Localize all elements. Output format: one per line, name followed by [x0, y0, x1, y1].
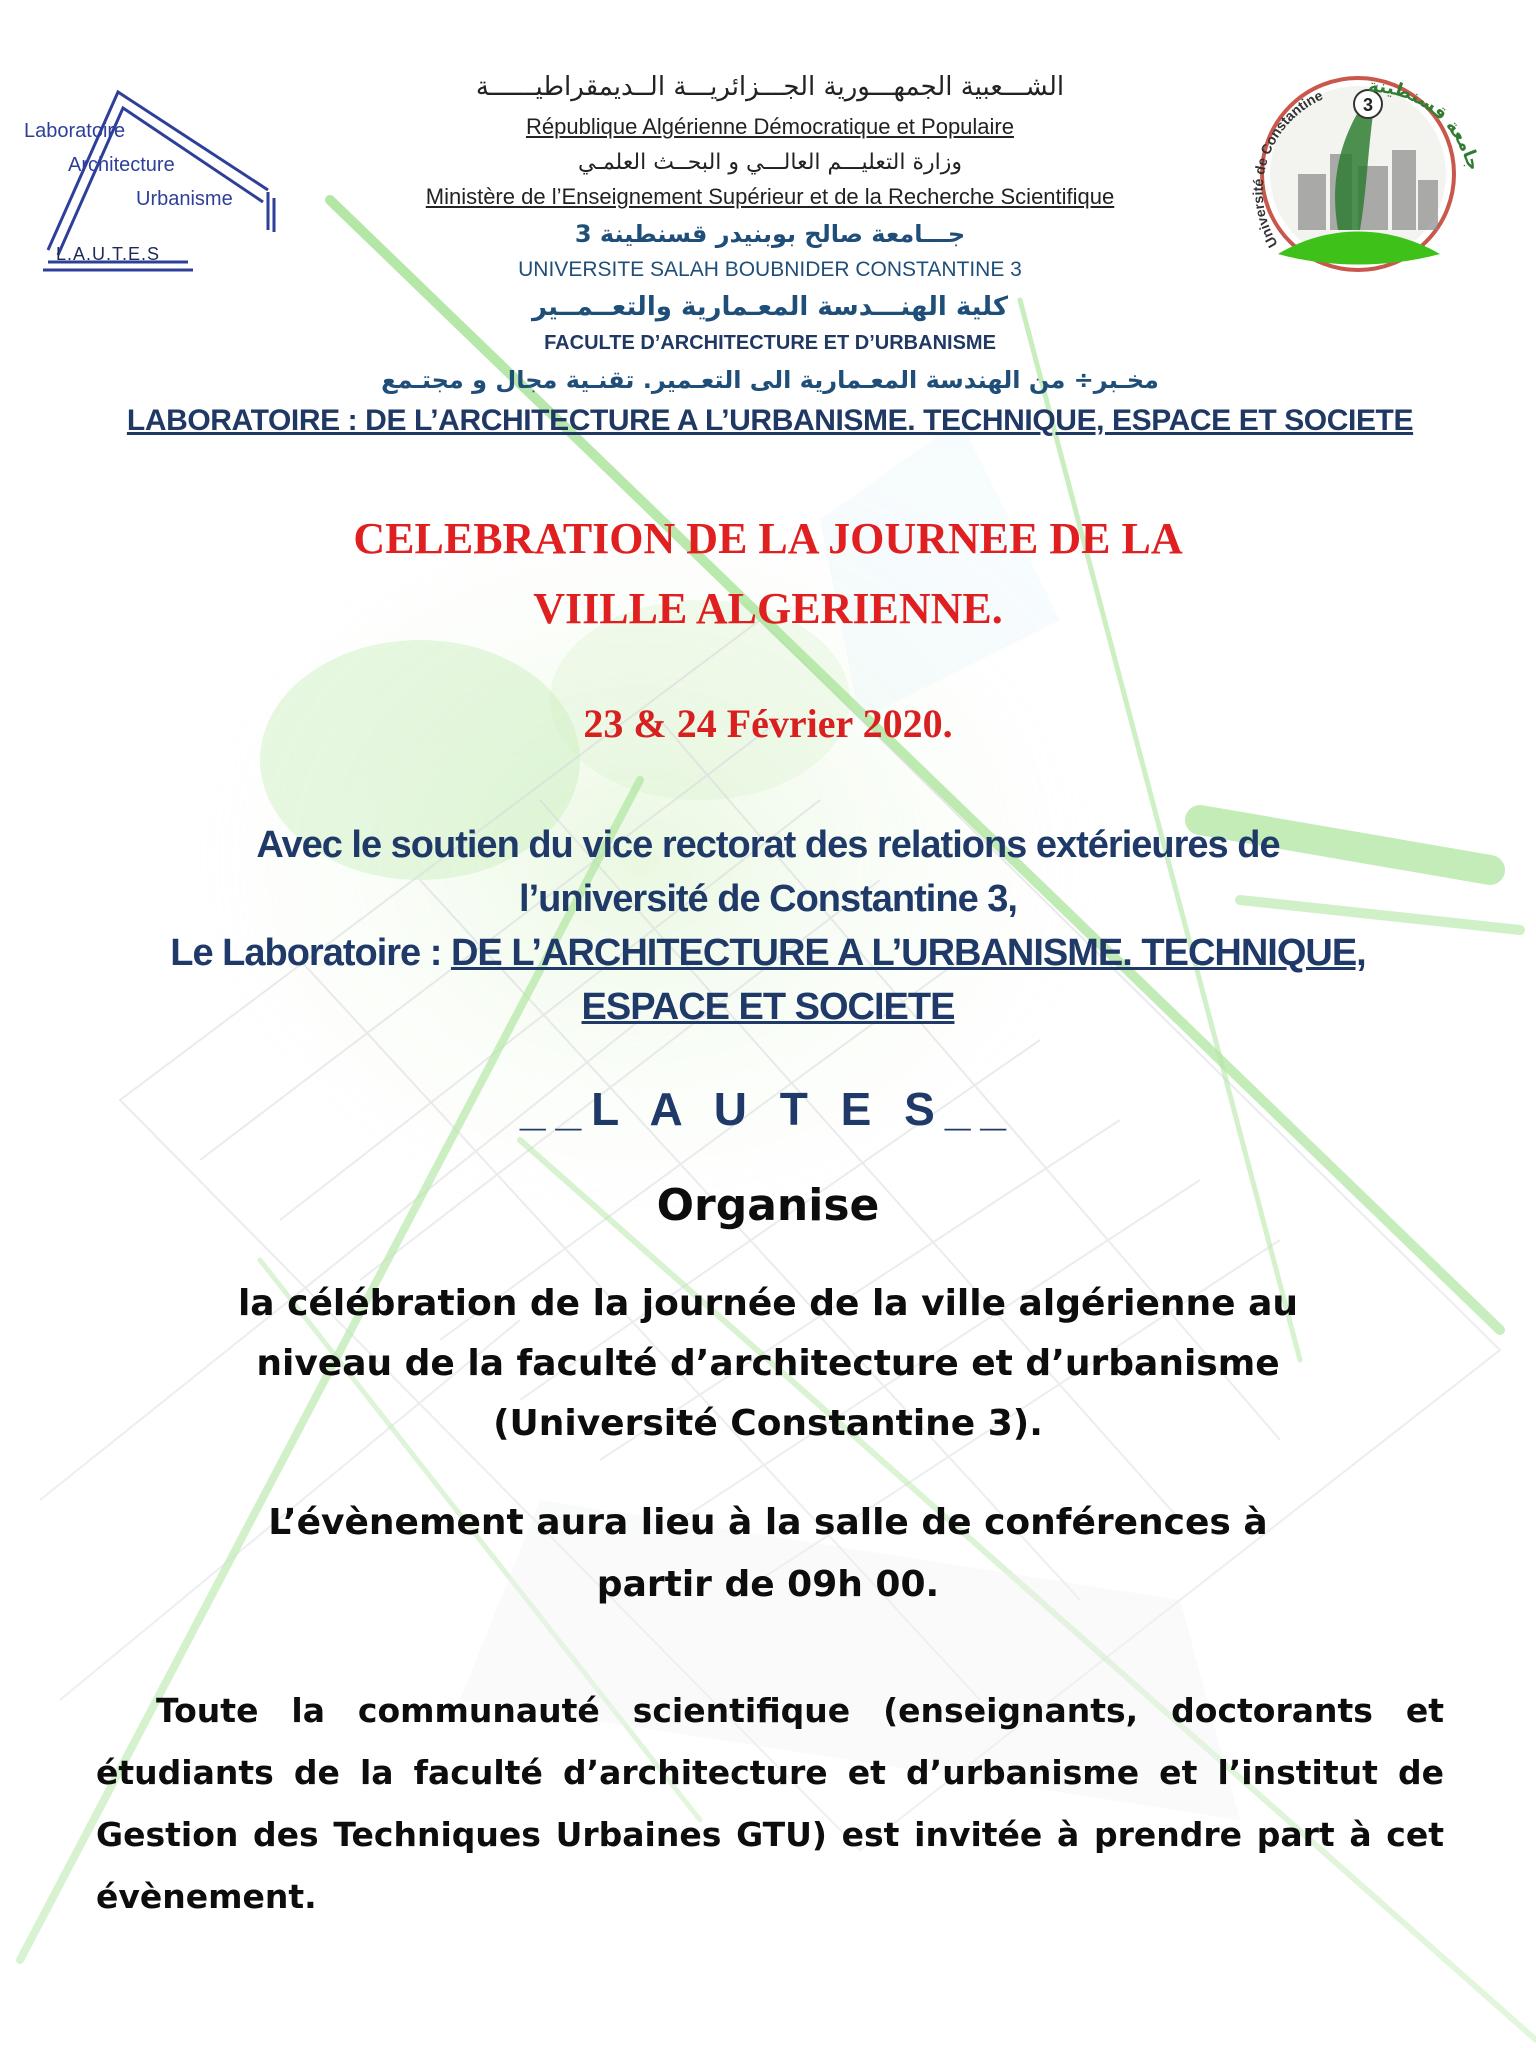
support-line3 [80, 926, 1456, 980]
paragraph-venue-line1: L’évènement aura lieu à la salle de conférences à [268, 1502, 1268, 1543]
logo-text-laboratoire: Laboratoire [24, 120, 126, 142]
header-laboratory-name: LABORATOIRE : DE L’ARCHITECTURE A L’URBANISME. TECHNIQUE, ESPACE ET SOCIETE [126, 404, 1414, 437]
organise-heading: Organise [656, 1180, 880, 1231]
event-title [140, 504, 1396, 644]
support-line1: Avec le soutien du vice rectorat des relations extérieures de [256, 824, 1280, 866]
lautes-logo [18, 80, 288, 280]
header-arabic-republic: الشـــعبية الجمهـــورية الجـــزائريـــة الــديمقراطيــــــة [475, 72, 1065, 102]
paragraph-invitation: Toute la communauté scientifique (enseignants, doctorants et étudiants de la faculté d’architecture et d’urbanisme et l’institut de Gestion des Techniques Urbaines GTU) est invitée à prendre part à cet évènement. [96, 1691, 1444, 1916]
paragraph-celebration-line3: (Université Constantine 3). [493, 1403, 1043, 1444]
logo-acronym: L.A.U.T.E.S [56, 244, 161, 264]
event-title-line2: VIILLE ALGERIENNE. [533, 584, 1003, 633]
support-statement [80, 818, 1456, 1034]
logo-arc-text: Université de Constantine [1249, 86, 1326, 251]
logo-arabic-arc-text: جامعة قسنطينة [1367, 75, 1484, 173]
event-title-line1: CELEBRATION DE LA JOURNEE DE LA [353, 514, 1183, 563]
university-constantine-3-logo [1218, 54, 1498, 286]
support-laboratory-name: DE L’ARCHITECTURE A L’URBANISME. TECHNIQUE, [450, 932, 1366, 974]
header-arabic-university: جـــامعة صالح بوبنيدر قسنطينة 3 [574, 220, 966, 248]
paragraph-venue-line2: partir de 09h 00. [596, 1564, 940, 1605]
header-french-university: UNIVERSITE SALAH BOUBNIDER CONSTANTINE 3 [518, 258, 1022, 281]
paragraph-celebration-line2: niveau de la faculté d’architecture et d’urbanisme [256, 1343, 1280, 1384]
logo-number: 3 [1362, 95, 1374, 115]
header-arabic-laboratory: مخـبر÷ من الهندسة المعـمارية الى التعـمير. تقنـية مجال و مجتـمع [381, 366, 1159, 394]
logo-text-urbanisme: Urbanisme [136, 188, 233, 210]
header-french-republic: République Algérienne Démocratique et Populaire [526, 114, 1014, 139]
support-line2: l’université de Constantine 3, [519, 878, 1017, 920]
header-french-ministry: Ministère de l’Enseignement Supérieur et de la Recherche Scientifique [425, 184, 1115, 209]
event-date: 23 & 24 Février 2020. [583, 701, 953, 746]
header-french-faculty: FACULTE D’ARCHITECTURE ET D’URBANISME [544, 332, 996, 354]
support-line4: ESPACE ET SOCIETE [581, 986, 955, 1028]
header-arabic-ministry: وزارة التعليـــم العالـــي و البحــث العلمـي [578, 150, 962, 175]
paragraph-celebration [120, 1274, 1416, 1454]
header-arabic-faculty: كلية الهنـــدسة المعـمارية والتعــمــير [532, 292, 1008, 322]
support-line3-prefix: Le Laboratoire : [170, 932, 451, 974]
logo-text-architecture: Architecture [68, 154, 175, 176]
lautes-heading: __L A U T E S__ [520, 1083, 1016, 1135]
paragraph-venue [120, 1492, 1416, 1616]
paragraph-celebration-line1: la célébration de la journée de la ville algérienne au [237, 1283, 1299, 1324]
